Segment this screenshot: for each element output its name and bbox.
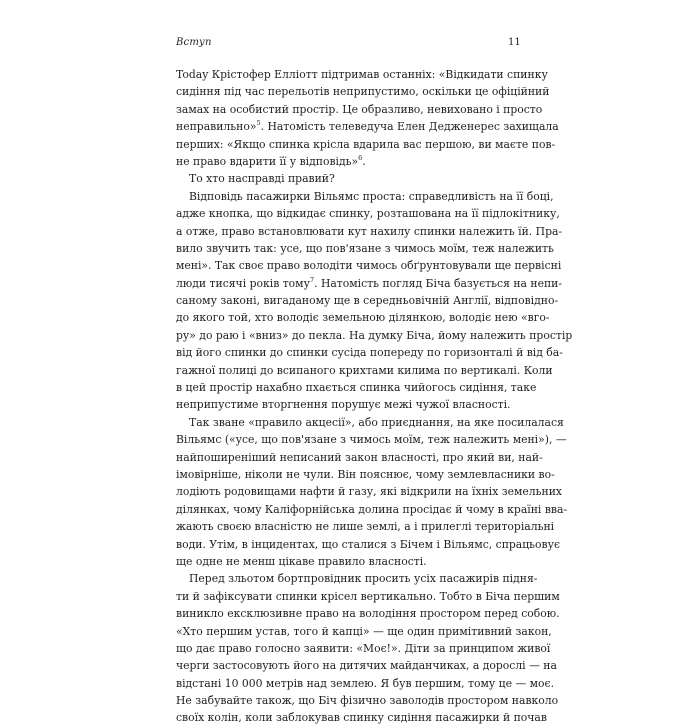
body-text — [176, 66, 573, 727]
text-line — [176, 327, 573, 344]
line-text: своїх колін, коли заблокував спинку сидіння пасажирки й почав — [176, 711, 547, 725]
line-text-after-footnote: . Натомість погляд Біча базується на непи- — [314, 276, 563, 290]
text-line — [176, 379, 537, 396]
running-head: Вступ — [176, 37, 212, 48]
text-line — [176, 501, 568, 518]
line-text: Today Крістофер Елліотт підтримав останніх: «Відкидати спинку — [176, 68, 548, 81]
text-line — [176, 692, 559, 709]
line-text: замах на особистий простір. Це образливо, невиховано і просто — [176, 102, 543, 116]
line-text: черги застосовують його на дитячих майданчиках, а дорослі — на — [176, 659, 557, 673]
line-text: від його спинки до спинки сусіда попереду по горизонталі й від ба- — [176, 346, 563, 360]
text-line — [176, 188, 554, 205]
text-line — [176, 570, 538, 587]
line-text: сидіння під час перельотів неприпустимо, оскільки це офіційний — [176, 85, 550, 99]
line-text-after-footnote: . — [362, 154, 366, 168]
line-text: Так зване «правило акцесії», або приєднання, на яке посилалася — [189, 415, 564, 429]
line-text: перших: «Якщо спинка крісла вдарила вас першою, ви маєте пов- — [176, 137, 556, 151]
line-text: імовірніше, ніколи не чули. Він пояснює, чому землевласники во- — [176, 467, 555, 481]
line-text: мені». Так своє право володіти чимось обґрунтовували ще первісні — [176, 259, 562, 273]
line-text: вило звучить так: усе, що пов'язане з чимось моїм, теж належить — [176, 241, 554, 255]
line-text: лодіють родовищами нафти й газу, які відкрили на їхніх земельних — [176, 485, 563, 499]
text-line — [176, 101, 543, 118]
text-line — [176, 118, 559, 135]
text-line — [176, 205, 560, 222]
line-text: люди тисячі років тому — [176, 276, 310, 290]
text-line — [176, 344, 563, 361]
line-text: «Хто першим устав, того й капці» — ще один примітивний закон, — [176, 624, 552, 638]
line-text: Перед зльотом бортпровідник просить усіх пасажирів підня- — [189, 572, 538, 586]
line-text: що дає право голосно заявити: «Моє!». Діти за принципом живої — [176, 641, 551, 655]
text-line — [176, 431, 567, 448]
line-text: не право вдарити її у відповідь» — [176, 154, 359, 168]
line-text: Відповідь пасажирки Вільямс проста: справедливість на її боці, — [189, 189, 554, 203]
line-text: виникло ексклюзивне право на володіння простором перед собою. — [176, 607, 560, 621]
line-text: жають своєю власністю не лише землі, а і прилеглі територіальні — [176, 520, 555, 534]
footnote-ref[interactable]: 5 — [256, 119, 261, 128]
text-line — [176, 640, 551, 657]
text-line — [176, 396, 522, 413]
text-line — [176, 518, 555, 535]
text-line — [176, 449, 543, 466]
text-line — [176, 709, 547, 726]
text-line — [176, 292, 559, 309]
text-line — [176, 153, 522, 170]
line-text: відстані 10 000 метрів над землею. Я був першим, тому це — моє. — [176, 676, 555, 690]
footnote-ref[interactable]: 7 — [309, 275, 315, 284]
line-text: ти й зафіксувати спинки крісел вертикально. Тобто в Біча першим — [176, 589, 560, 603]
line-text: гажної полиці до всипаного крихтами килима по вертикалі. Коли — [176, 363, 553, 377]
line-text: Вільямс («усе, що пов'язане з чимось моїм, теж належить мені»), — — [176, 433, 567, 447]
text-line — [176, 257, 562, 274]
text-line — [176, 553, 522, 570]
line-text: ділянках, чому Каліфорнійська долина просідає й чому в країні вва- — [176, 502, 568, 516]
text-line — [176, 657, 557, 674]
text-line — [176, 136, 556, 153]
line-text: до якого той, хто володіє земельною ділянкою, володіє нею «вго- — [176, 311, 550, 325]
line-text: в цей простір нахабно пхається спинка чийогось сидіння, таке — [176, 381, 537, 395]
text-line — [176, 675, 555, 692]
text-line — [176, 536, 561, 553]
text-line — [176, 275, 563, 292]
text-line — [176, 605, 560, 622]
text-line — [176, 483, 563, 500]
text-line — [176, 466, 555, 483]
text-line — [176, 414, 564, 431]
line-text: а отже, право встановлювати кут нахилу спинки належить їй. Пра- — [176, 224, 563, 238]
line-text: неправильно» — [176, 120, 257, 134]
line-text-after-footnote: . Натомість телеведуча Елен Дедженерес захищала — [260, 120, 559, 134]
line-text: ще одне не менш цікаве правило власності. — [176, 554, 427, 568]
text-line — [176, 223, 563, 240]
line-text: То хто насправді правий? — [189, 172, 335, 186]
text-line — [176, 588, 560, 605]
text-line — [176, 309, 550, 326]
text-line — [176, 240, 554, 257]
page-number: 11 — [508, 37, 521, 48]
text-line — [176, 83, 550, 100]
line-text: адже кнопка, що відкидає спинку, розташована на її підлокітнику, — [176, 207, 560, 221]
text-line — [176, 623, 552, 640]
line-text: води. Утім, в інцидентах, що сталися з Бічем і Вільямс, спрацьовує — [176, 537, 561, 551]
line-text: найпоширеніший неписаний закон власності, про який ви, най- — [176, 450, 543, 464]
line-text: неприпустиме вторгнення порушує межі чужої власності. — [176, 398, 511, 412]
footnote-ref[interactable]: 6 — [358, 153, 363, 162]
line-text: саному законі, вигаданому ще в середньовічній Англії, відповідно- — [176, 294, 559, 308]
text-line — [176, 66, 548, 83]
text-line — [176, 170, 522, 187]
line-text: ру» до раю і «вниз» до пекла. На думку Біча, йому належить простір — [176, 328, 573, 342]
text-line — [176, 362, 553, 379]
line-text: Не забувайте також, що Біч фізично заволодів простором навколо — [176, 694, 559, 708]
